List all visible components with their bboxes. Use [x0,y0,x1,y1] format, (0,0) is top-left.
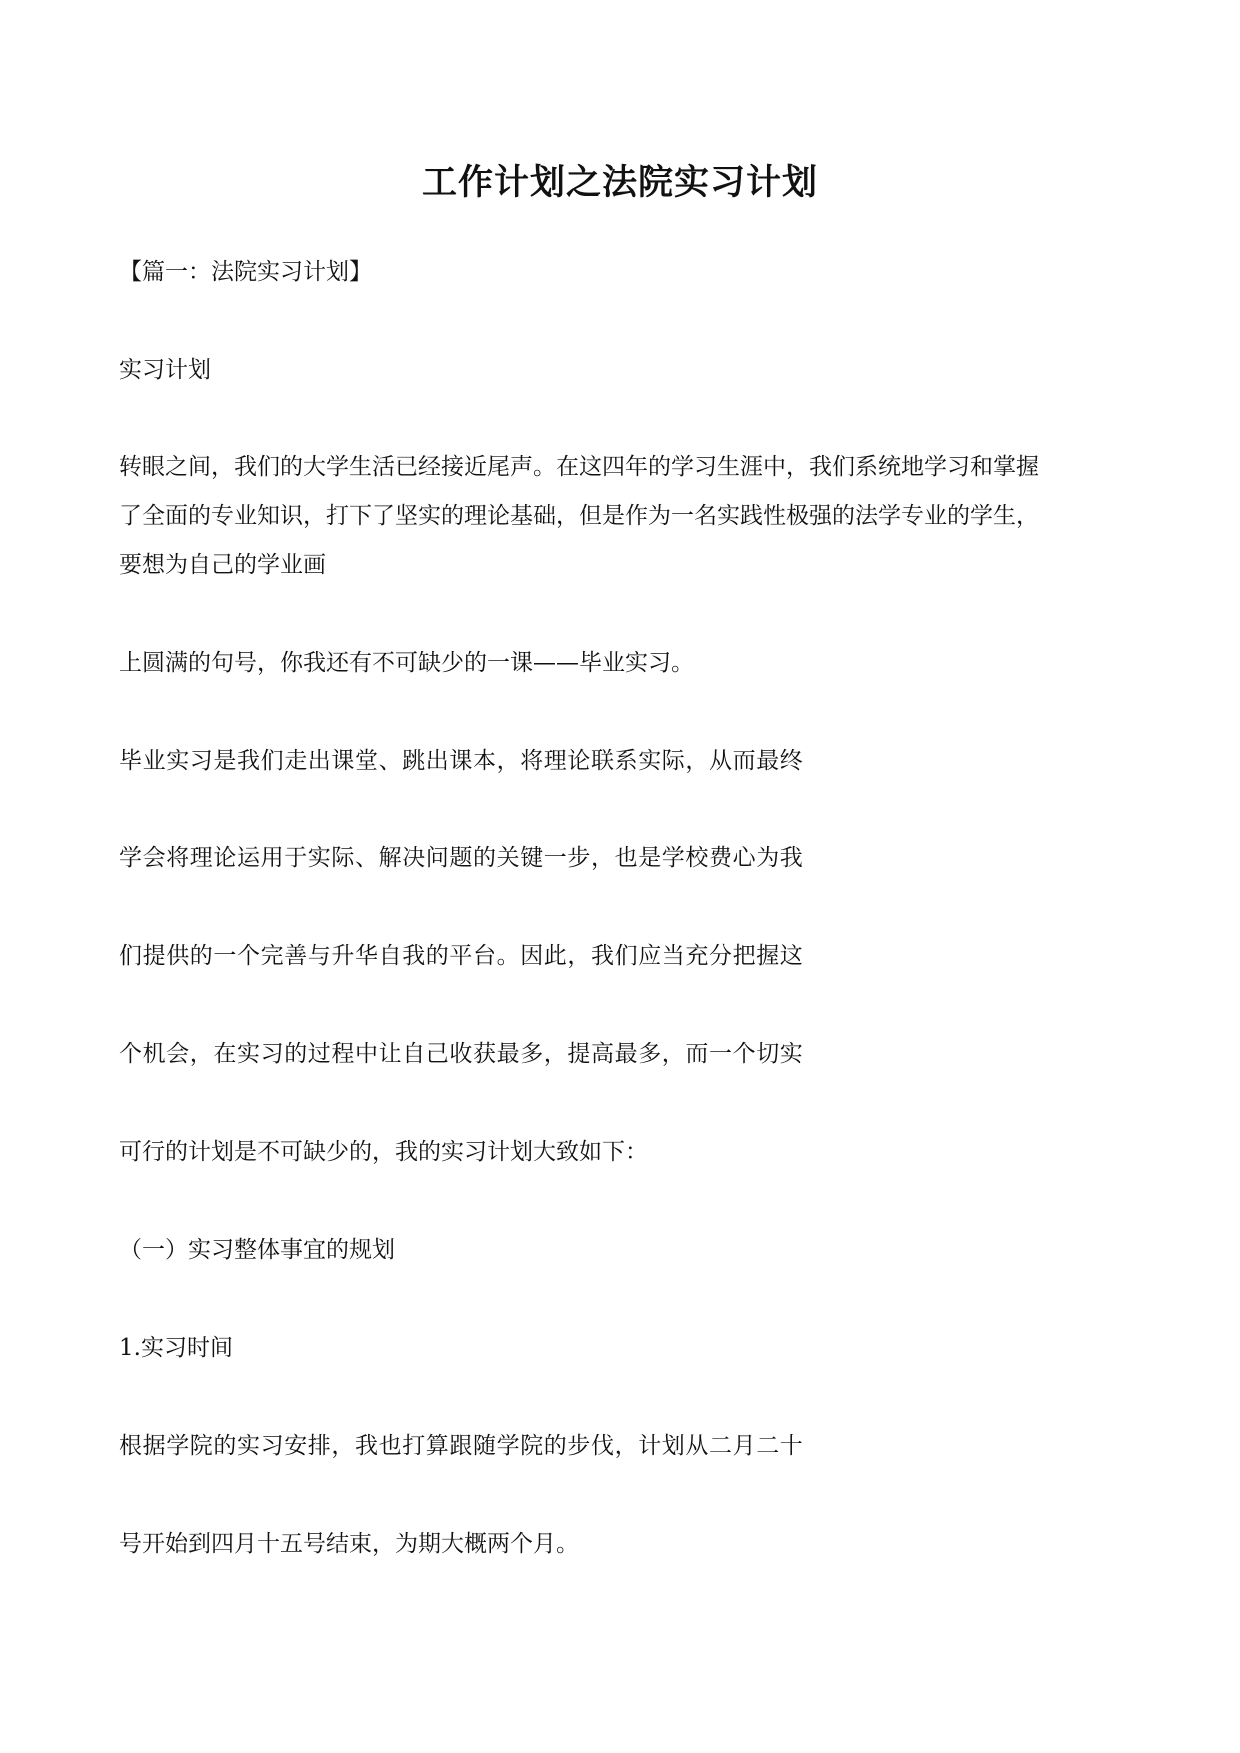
paragraph-3-line-2: 学会将理论运用于实际、解决问题的关键一步，也是学校费心为我 [119,845,804,871]
paragraph-3-line-3: 们提供的一个完善与升华自我的平台。因此，我们应当充分把握这 [119,943,804,969]
paragraph-1-line-3: 要想为自己的学业画 [119,552,326,578]
paragraph-3-line-4: 个机会，在实习的过程中让自己收获最多，提高最多，而一个切实 [119,1041,804,1067]
paragraph-1-line-2: 了全面的专业知识，打下了坚实的理论基础，但是作为一名实践性极强的法学专业的学生， [119,503,1039,529]
paragraph-2: 上圆满的句号，你我还有不可缺少的一课——毕业实习。 [119,650,694,676]
section-heading: 【篇一：法院实习计划】 [119,259,372,285]
paragraph-3-line-5: 可行的计划是不可缺少的，我的实习计划大致如下： [119,1139,648,1165]
item-heading-1: 1.实习时间 [119,1335,233,1361]
subtitle: 实习计划 [119,357,211,383]
paragraph-1-line-1: 转眼之间，我们的大学生活已经接近尾声。在这四年的学习生涯中，我们系统地学习和掌握 [119,454,1039,480]
paragraph-3-line-1: 毕业实习是我们走出课堂、跳出课本，将理论联系实际，从而最终 [119,748,804,774]
subsection-heading-1: （一）实习整体事宜的规划 [119,1237,395,1263]
paragraph-4-line-2: 号开始到四月十五号结束，为期大概两个月。 [119,1531,579,1557]
document-title: 工作计划之法院实习计划 [421,162,818,203]
paragraph-4-line-1: 根据学院的实习安排，我也打算跟随学院的步伐，计划从二月二十 [119,1433,804,1459]
